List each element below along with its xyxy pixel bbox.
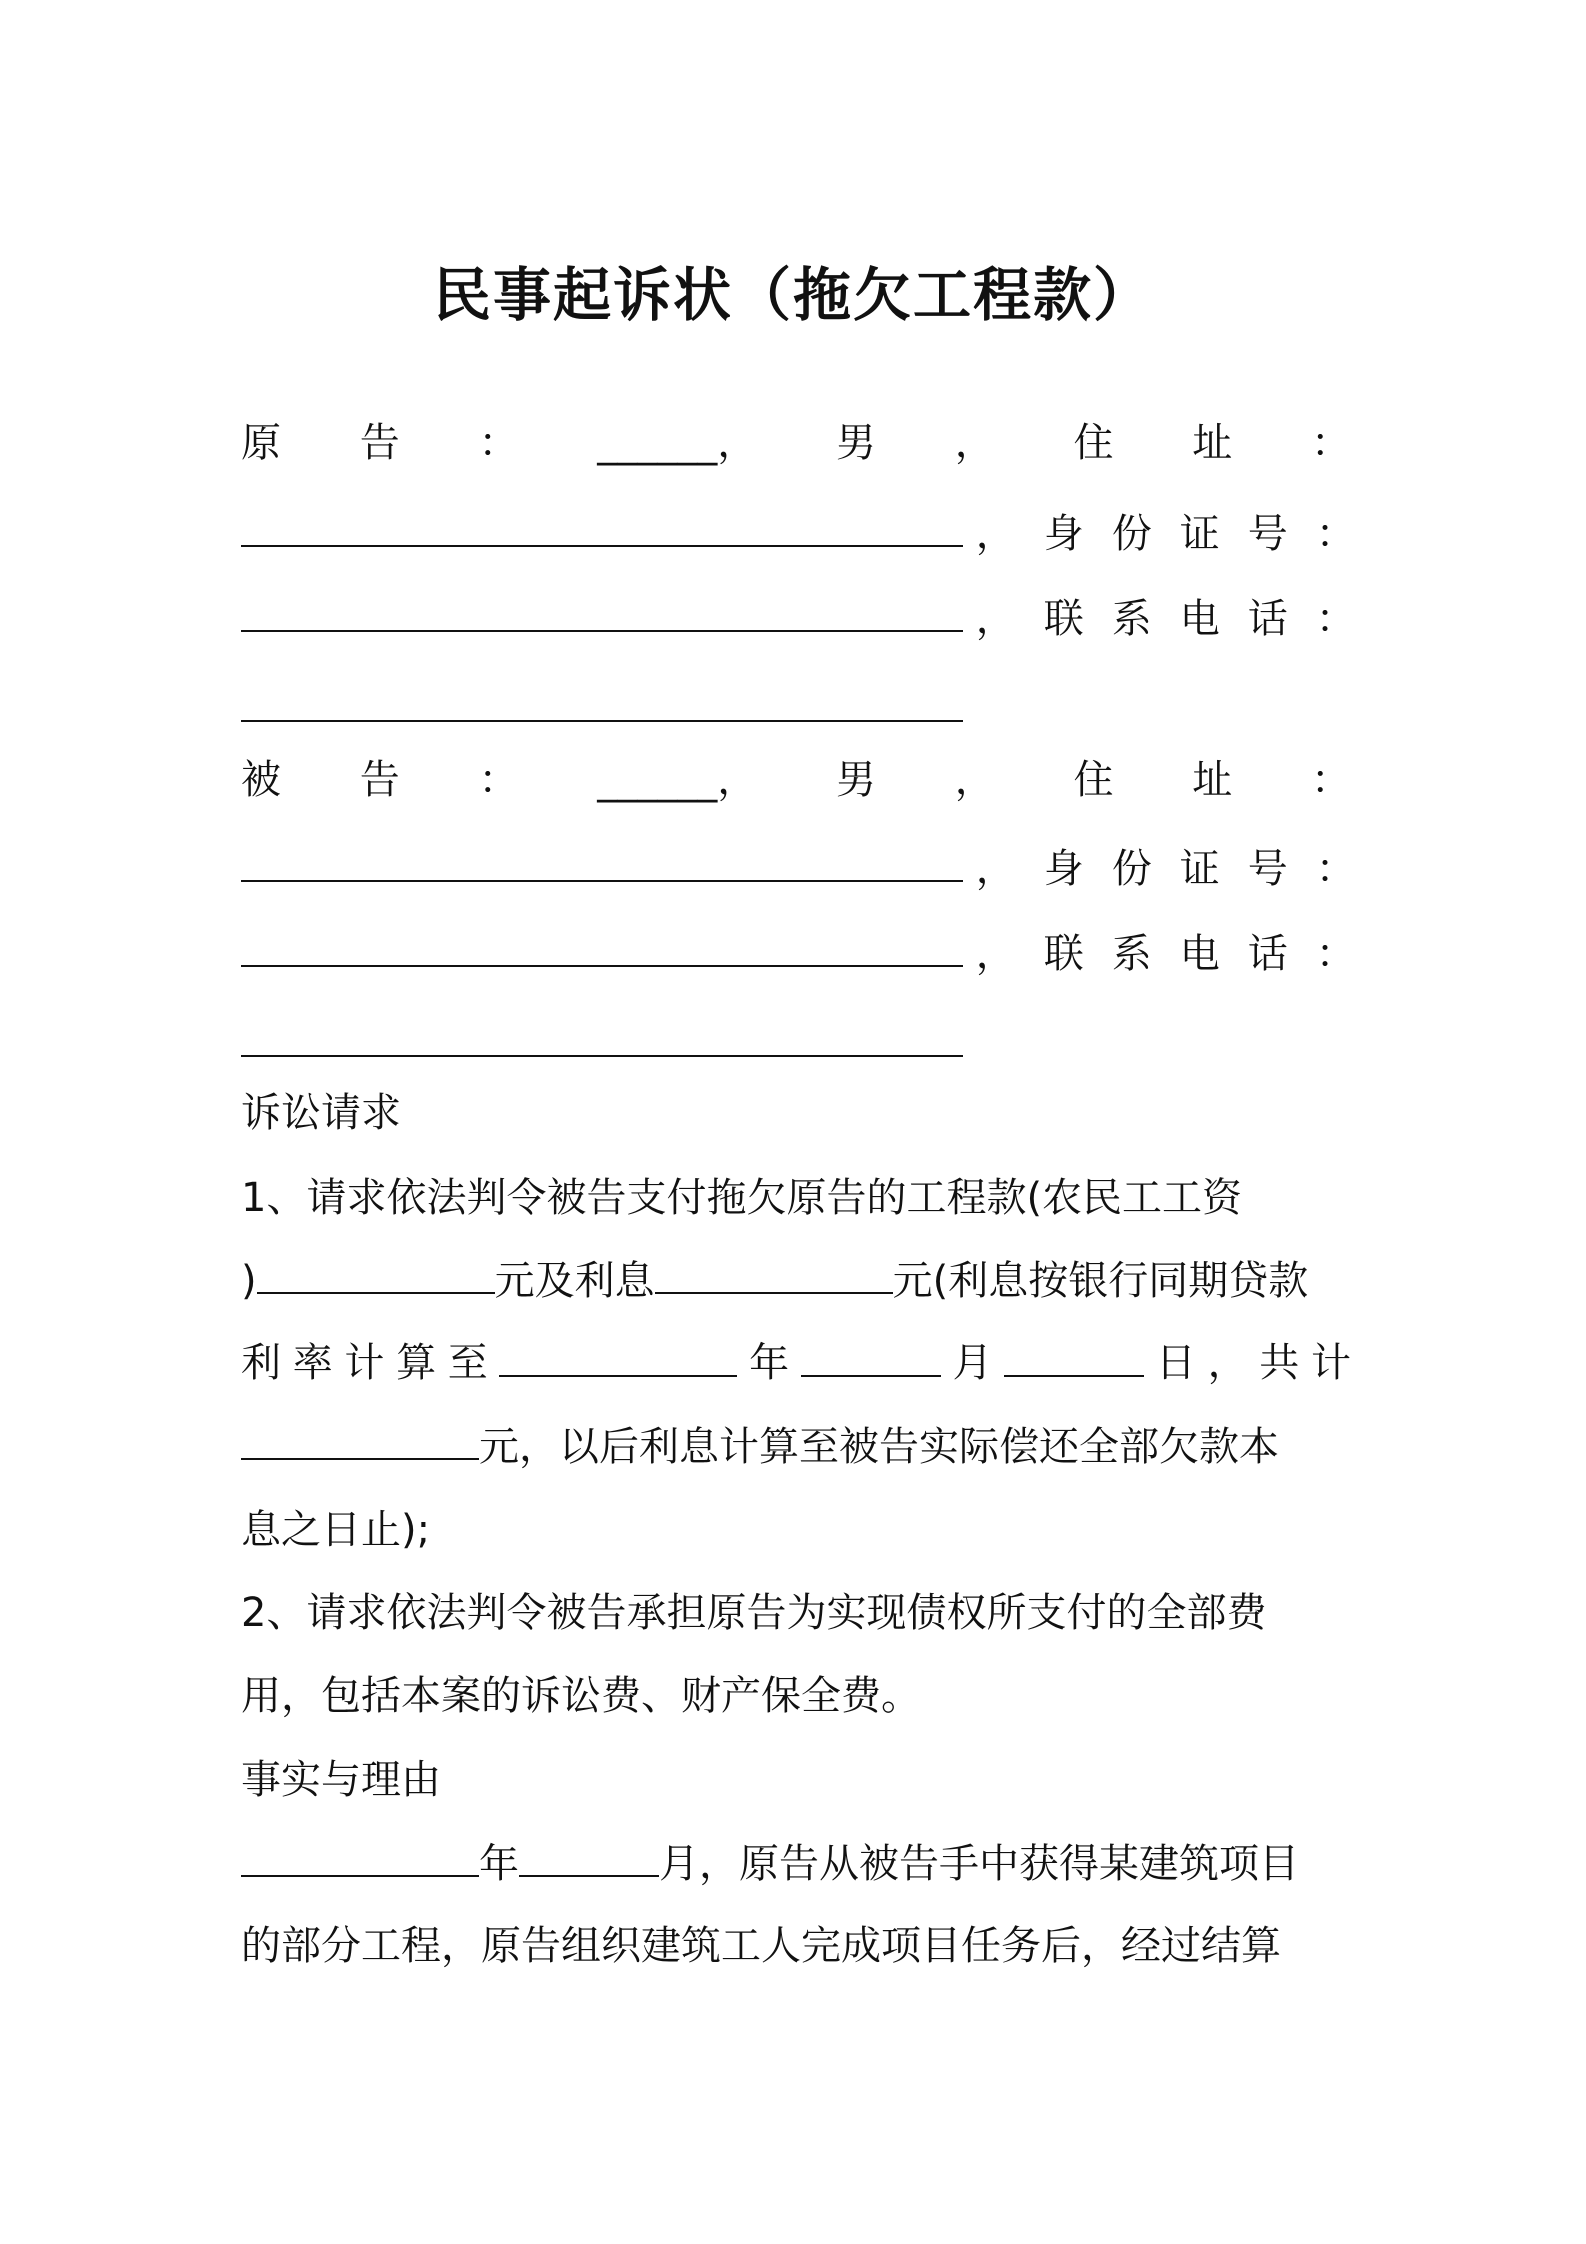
claim1-char: 共 bbox=[1259, 1340, 1300, 1386]
id-char-1: 身 bbox=[1043, 846, 1084, 892]
plaintiff-address-colon: ： bbox=[1311, 420, 1351, 466]
claim1-total-blank bbox=[241, 1418, 479, 1460]
plaintiff-row bbox=[241, 415, 1351, 471]
plaintiff-gender: 男 bbox=[836, 420, 876, 466]
phone-char-3: 电 bbox=[1179, 596, 1220, 642]
claim1-year-label: 年 bbox=[749, 1340, 790, 1386]
defendant-label-2: 告 bbox=[359, 757, 400, 803]
claim1-char: 计 bbox=[1310, 1340, 1351, 1386]
plaintiff-phone-blank bbox=[241, 680, 963, 722]
claim1-line1: 1、请求依法判令被告支付拖欠原告的工程款(农民工工资 bbox=[241, 1175, 1243, 1221]
claim1-month-blank bbox=[801, 1335, 941, 1377]
phone-comma: ， bbox=[975, 931, 1016, 977]
id-char-3: 证 bbox=[1179, 511, 1220, 557]
claim1-line5: 息之日止); bbox=[241, 1507, 431, 1553]
claim1-day-blank bbox=[1004, 1335, 1144, 1377]
facts-year-label: 年 bbox=[479, 1841, 519, 1887]
defendant-address-1: 住 bbox=[1073, 757, 1114, 803]
defendant-id-label bbox=[976, 841, 1356, 897]
facts-line2: 的部分工程，原告组织建筑工人完成项目任务后，经过结算 bbox=[241, 1923, 1281, 1969]
claim1-line4 bbox=[241, 1418, 1351, 1475]
claim1-char: 利 bbox=[241, 1340, 281, 1386]
claim1-line3 bbox=[241, 1335, 1351, 1391]
facts-month-blank bbox=[519, 1835, 659, 1877]
section-claims-heading: 诉讼请求 bbox=[241, 1090, 401, 1136]
defendant-colon: ： bbox=[478, 757, 519, 803]
defendant-id-blank bbox=[241, 925, 963, 967]
defendant-address-colon: ： bbox=[1311, 757, 1351, 803]
claim1-char: ， bbox=[1207, 1340, 1248, 1386]
defendant-gender: 男 bbox=[836, 757, 876, 803]
phone-char-4: 话 bbox=[1247, 931, 1288, 977]
plaintiff-label-2: 告 bbox=[359, 420, 400, 466]
claim1-year-blank bbox=[499, 1335, 737, 1377]
plaintiff-phone-blank-row bbox=[241, 680, 1351, 737]
id-char-2: 份 bbox=[1111, 846, 1152, 892]
plaintiff-id-blank bbox=[241, 590, 963, 632]
phone-colon: ： bbox=[1315, 596, 1356, 642]
id-char-1: 身 bbox=[1043, 511, 1084, 557]
id-char-4: 号 bbox=[1247, 846, 1288, 892]
claim2-line1: 2、请求依法判令被告承担原告为实现债权所支付的全部费 bbox=[241, 1590, 1267, 1636]
facts-year-blank bbox=[241, 1835, 479, 1877]
page-title: 民事起诉状（拖欠工程款） bbox=[432, 261, 1153, 329]
defendant-phone-blank-row bbox=[241, 1015, 1351, 1072]
id-comma: ， bbox=[975, 511, 1016, 557]
plaintiff-address-2: 址 bbox=[1192, 420, 1233, 466]
claim1-char: 至 bbox=[447, 1340, 488, 1386]
phone-char-2: 系 bbox=[1111, 931, 1152, 977]
plaintiff-colon: ： bbox=[478, 420, 519, 466]
facts-line1 bbox=[241, 1835, 1351, 1892]
defendant-comma: ， bbox=[954, 757, 995, 803]
defendant-address-blank bbox=[241, 840, 963, 882]
claim2-line2: 用，包括本案的诉讼费、财产保全费。 bbox=[241, 1673, 921, 1719]
plaintiff-address-blank bbox=[241, 505, 963, 547]
claim1-char: 率 bbox=[292, 1340, 333, 1386]
plaintiff-id-row bbox=[241, 505, 1356, 562]
plaintiff-label-1: 原 bbox=[241, 420, 281, 466]
id-char-4: 号 bbox=[1247, 511, 1288, 557]
id-colon: ： bbox=[1315, 846, 1356, 892]
plaintiff-phone-row bbox=[241, 590, 1356, 647]
section-facts-heading: 事实与理由 bbox=[241, 1757, 441, 1803]
plaintiff-comma: ， bbox=[954, 420, 995, 466]
facts-line1-text: 月，原告从被告手中获得某建筑项目 bbox=[659, 1841, 1299, 1887]
plaintiff-phone-label bbox=[976, 591, 1356, 647]
claim1-paren: ) bbox=[241, 1258, 257, 1304]
plaintiff-name-blank: ______， bbox=[597, 420, 758, 466]
plaintiff-address-1: 住 bbox=[1073, 420, 1114, 466]
defendant-label-1: 被 bbox=[241, 757, 281, 803]
id-char-3: 证 bbox=[1179, 846, 1220, 892]
claim1-char: 计 bbox=[344, 1340, 385, 1386]
id-char-2: 份 bbox=[1111, 511, 1152, 557]
plaintiff-id-label bbox=[976, 506, 1356, 562]
claim1-interest-note: 元(利息按银行同期贷款 bbox=[892, 1258, 1309, 1304]
defendant-phone-row bbox=[241, 925, 1356, 982]
claim1-char: 算 bbox=[396, 1340, 437, 1386]
phone-char-2: 系 bbox=[1111, 596, 1152, 642]
phone-char-3: 电 bbox=[1179, 931, 1220, 977]
claim1-line4-text: 元，以后利息计算至被告实际偿还全部欠款本 bbox=[479, 1424, 1279, 1470]
claim1-month-label: 月 bbox=[952, 1340, 993, 1386]
id-comma: ， bbox=[975, 846, 1016, 892]
phone-char-4: 话 bbox=[1247, 596, 1288, 642]
claim1-day-label: 日 bbox=[1155, 1340, 1196, 1386]
defendant-phone-label bbox=[976, 926, 1356, 982]
defendant-name-blank: ______， bbox=[597, 757, 758, 803]
defendant-phone-blank bbox=[241, 1015, 963, 1057]
defendant-id-row bbox=[241, 840, 1356, 897]
phone-comma: ， bbox=[975, 596, 1016, 642]
claim1-interest-blank bbox=[655, 1252, 893, 1294]
phone-char-1: 联 bbox=[1043, 931, 1084, 977]
claim1-line2 bbox=[241, 1252, 1351, 1309]
id-colon: ： bbox=[1315, 511, 1356, 557]
phone-char-1: 联 bbox=[1043, 596, 1084, 642]
claim1-interest-label: 元及利息 bbox=[494, 1258, 655, 1304]
phone-colon: ： bbox=[1315, 931, 1356, 977]
defendant-address-2: 址 bbox=[1192, 757, 1233, 803]
defendant-row bbox=[241, 752, 1351, 808]
claim1-amount-blank bbox=[257, 1252, 495, 1294]
